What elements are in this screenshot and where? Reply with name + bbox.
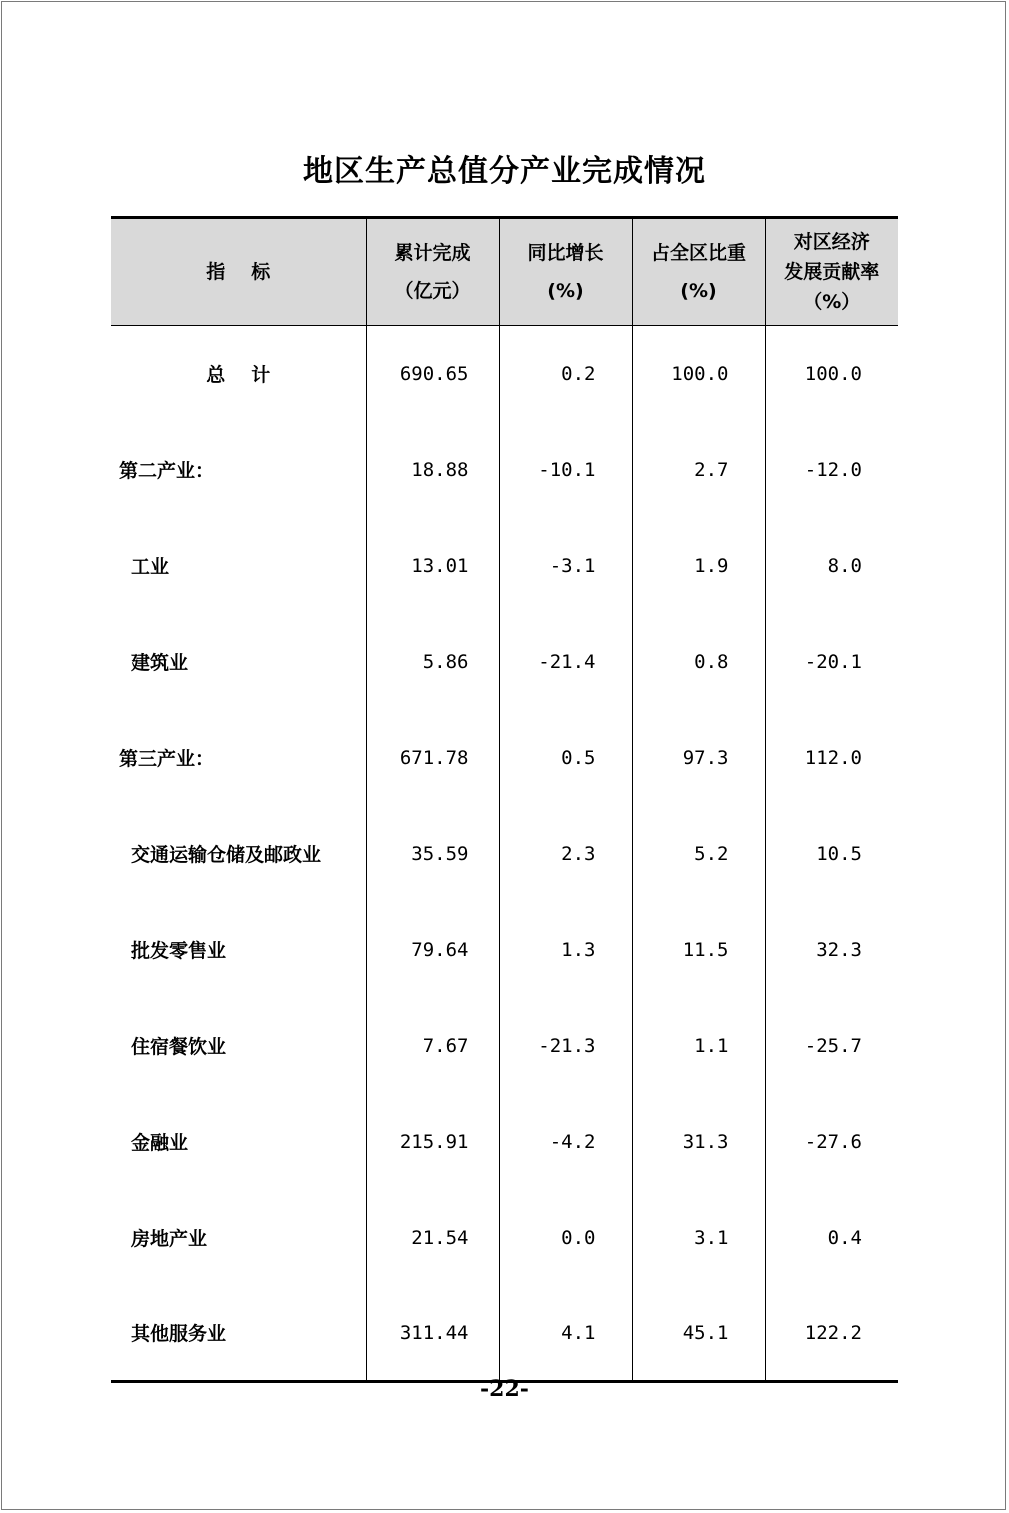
header-yoy-growth: 同比增长 (%) [499,218,632,326]
growth-value: 4.1 [499,1286,632,1382]
share-value: 0.8 [632,614,765,710]
cumulative-value: 215.91 [366,1094,499,1190]
share-value: 1.9 [632,518,765,614]
growth-value: 2.3 [499,806,632,902]
cumulative-value: 35.59 [366,806,499,902]
contribution-value: 122.2 [765,1286,898,1382]
row-label: 第三产业： [119,748,215,770]
growth-value: -4.2 [499,1094,632,1190]
table-row [111,806,898,902]
table-header-row [111,218,898,326]
share-value: 2.7 [632,422,765,518]
row-label: 建筑业 [131,652,189,674]
cumulative-value: 7.67 [366,998,499,1094]
share-value: 11.5 [632,902,765,998]
cumulative-value: 18.88 [366,422,499,518]
header-cumulative: 累计完成 （亿元） [366,218,499,326]
cumulative-value: 690.65 [366,326,499,422]
contribution-value: 112.0 [765,710,898,806]
contribution-value: 32.3 [765,902,898,998]
table-row [111,998,898,1094]
contribution-value: 100.0 [765,326,898,422]
growth-value: 0.5 [499,710,632,806]
growth-value: -3.1 [499,518,632,614]
gdp-by-industry-table [111,216,898,1383]
table-row [111,422,898,518]
growth-value: -21.3 [499,998,632,1094]
header-indicator: 指标 [111,218,366,326]
row-label: 其他服务业 [111,1286,366,1382]
row-label: 总计 [206,364,297,387]
share-value: 5.2 [632,806,765,902]
contribution-value: 10.5 [765,806,898,902]
share-value: 97.3 [632,710,765,806]
cumulative-value: 5.86 [366,614,499,710]
growth-value: 0.2 [499,326,632,422]
cumulative-value: 311.44 [366,1286,499,1382]
growth-value: 1.3 [499,902,632,998]
table-row [111,326,898,422]
contribution-value: -20.1 [765,614,898,710]
header-share: 占全区比重 (%) [632,218,765,326]
growth-value: -10.1 [499,422,632,518]
growth-value: 0.0 [499,1190,632,1286]
row-label: 第二产业： [119,460,215,482]
row-label: 金融业 [131,1132,189,1154]
row-label: 交通运输仓储及邮政业 [131,844,322,866]
share-value: 100.0 [632,326,765,422]
table-row [111,1190,898,1286]
page-title: 地区生产总值分产业完成情况 [303,154,706,189]
table-row [111,1286,898,1382]
row-label: 房地产业 [131,1228,208,1250]
cumulative-value: 21.54 [366,1190,499,1286]
contribution-value: 8.0 [765,518,898,614]
share-value: 31.3 [632,1094,765,1190]
row-label: 住宿餐饮业 [131,1036,227,1058]
contribution-value: -12.0 [765,422,898,518]
page-number: -22- [480,1376,529,1402]
contribution-value: -27.6 [765,1094,898,1190]
share-value: 45.1 [632,1286,765,1382]
row-label: 批发零售业 [131,940,227,962]
contribution-value: 0.4 [765,1190,898,1286]
share-value: 3.1 [632,1190,765,1286]
cumulative-value: 79.64 [366,902,499,998]
cumulative-value: 671.78 [366,710,499,806]
contribution-value: -25.7 [765,998,898,1094]
table-row [111,902,898,998]
table-row [111,710,898,806]
table-row [111,614,898,710]
row-label: 工业 [131,556,170,578]
table-row [111,1094,898,1190]
growth-value: -21.4 [499,614,632,710]
header-contribution: 对区经济 发展贡献率 （%） [765,218,898,326]
cumulative-value: 13.01 [366,518,499,614]
table-row [111,518,898,614]
share-value: 1.1 [632,998,765,1094]
